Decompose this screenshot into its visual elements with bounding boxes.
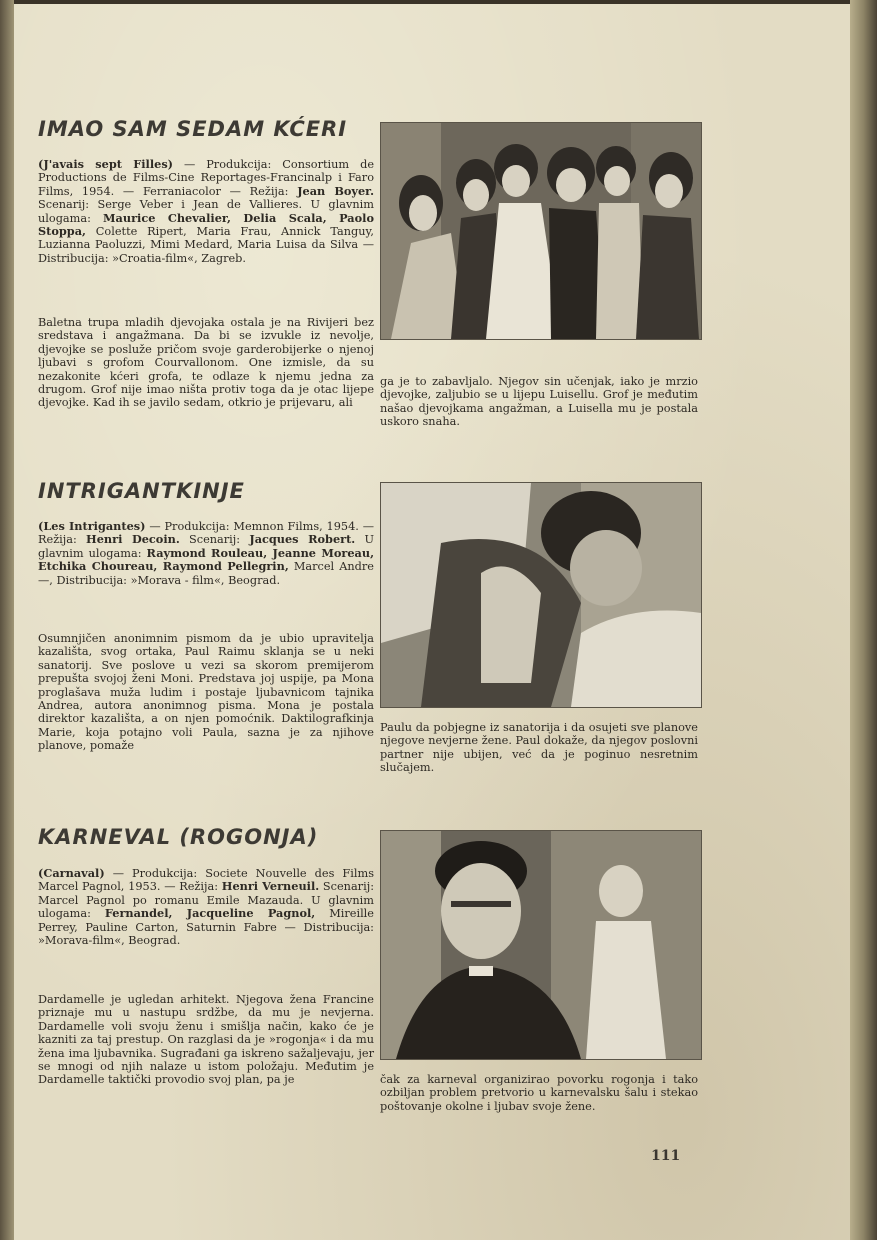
girls-group-photo-icon bbox=[381, 123, 701, 339]
film-title: INTRIGANTKINJE bbox=[38, 479, 245, 503]
credits-part: Scenarij: Serge Veber i Jean de Vallieres. U glavnim ulogama: bbox=[38, 198, 374, 225]
credits-part: Maurice Chevalier, Delia Scala, Paolo Stoppa, bbox=[38, 210, 374, 239]
book-spine-shadow bbox=[0, 0, 14, 1240]
film-still-photo bbox=[380, 830, 702, 1060]
film-title: KARNEVAL (ROGONJA) bbox=[38, 825, 319, 849]
credits-part: Scenarij: Marcel Pagnol po romanu Emile Mazauda. U glavnim ulogama: bbox=[38, 880, 375, 921]
credits-part: Marcel Andre —, Distribucija: »Morava - film«, Beograd. bbox=[38, 560, 374, 587]
film-synopsis-continued: ga je to zabavljalo. Njegov sin učenjak, iako je mrzio djevojke, zaljubio se u lijepu Luisellu. Grof je međutim našao djevojkama angažman, a Luisella mu je postala uskoro snaha. bbox=[380, 375, 698, 429]
credits-part: — Produkcija: Societe Nouvelle des Films Marcel Pagnol, 1953. — Režija: bbox=[38, 867, 374, 894]
page-edge bbox=[850, 0, 877, 1240]
credits-part: Raymond Rouleau, Jeanne Moreau, Etchika Choureau, Raymond Pellegrin, bbox=[38, 545, 375, 574]
credits-part: Henri Decoin. bbox=[86, 532, 180, 547]
film-synopsis: Osumnjičen anonimnim pismom da je ubio upravitelja kazališta, svog ortaka, Paul Raimu sklanja se u neki sanatorij. Sve poslove u vezi sa skorom premijerom prepušta svojoj ženi Moni. Predstava joj uspije, pa Mona proglašava muža ludim i postaje ljubavnicom tajnika Andrea, autora anonimnog pisma. Mona je postala direktor kazališta, a on njen pomoćnik. Daktilografkinja Marie, koja potajno voli Paula, sazna je za njihove planove, pomaže bbox=[38, 632, 374, 753]
film-synopsis: Baletna trupa mladih djevojaka ostala je na Rivijeri bez sredstava i angažmana. Da bi se izvukle iz nevolje, djevojke se posluže pričom svoje garderobijerke o njenoj ljubavi s grofom Courvallonom. One izmisle, da su nezakonite kćeri grofa, te odlaze k njemu jedna za drugom. Grof nije imao ništa protiv toga da je otac lijepe djevojke. Kad ih se javilo sedam, otkrio je prijevaru, ali bbox=[38, 316, 374, 410]
film-title: IMAO SAM SEDAM KĆERI bbox=[38, 117, 348, 141]
film-credits bbox=[38, 867, 374, 947]
credits-part: Colette Ripert, Maria Frau, Annick Tanguy, Luzianna Paoluzzi, Mimi Medard, Maria Luisa da Silva — Distribucija: »Croatia-film«, Zagreb. bbox=[38, 225, 374, 265]
film-synopsis-continued: čak za karneval organizirao povorku rogonja i tako ozbiljan problem pretvorio u karnevalsku šalu i stekao poštovanje okolne i ljubav svoje žene. bbox=[380, 1073, 698, 1113]
credits-part: (Carnaval) bbox=[38, 866, 105, 880]
credits-part: (Les Intrigantes) bbox=[38, 519, 146, 533]
credits-part: Fernandel, Jacqueline Pagnol, bbox=[104, 906, 316, 921]
credits-part: Jacques Robert. bbox=[249, 532, 356, 547]
credits-part: Mireille Perrey, Pauline Carton, Saturnin Fabre — Distribucija: »Morava-film«, Beograd. bbox=[38, 907, 374, 948]
credits-part: Scenarij: bbox=[179, 533, 250, 547]
film-credits bbox=[38, 158, 374, 265]
credits-part: Henri Verneuil. bbox=[221, 879, 320, 894]
embracing-couple-photo-icon bbox=[381, 483, 701, 707]
page-number: 111 bbox=[651, 1148, 681, 1164]
film-still-photo bbox=[380, 122, 702, 340]
credits-part: — Produkcija: Memnon Films, 1954. — Režija: bbox=[38, 520, 374, 547]
film-synopsis-continued: Paulu da pobjegne iz sanatorija i da osujeti sve planove njegove nevjerne žene. Paul dokaže, da njegov poslovni partner nije ubijen, već da je poginuo nesretnim slučajem. bbox=[380, 721, 698, 775]
credits-part: Jean Boyer. bbox=[297, 183, 375, 198]
film-still-photo bbox=[380, 482, 702, 708]
film-credits bbox=[38, 520, 374, 587]
man-portrait-photo-icon bbox=[381, 831, 701, 1059]
credits-part: U glavnim ulogama: bbox=[38, 533, 374, 560]
credits-part: (J'avais sept Filles) bbox=[38, 157, 174, 171]
film-synopsis: Dardamelle je ugledan arhitekt. Njegova žena Francine priznaje mu u nastupu srdžbe, da mu je nevjerna. Dardamelle voli svoju ženu i smišlja način, kako će je kazniti za taj prestup. On razglasi da je »rogonja« i da mu žena ima ljubavnika. Sugrađani ga iskreno sažaljevaju, jer se mnogi od njih nalaze u istom položaju. Međutim je Dardamelle taktički provodio svoj plan, pa je bbox=[38, 993, 374, 1087]
credits-part: — Produkcija: Consortium de Productions de Films-Cine Reportages-Francinalp i Faro Films, 1954. — Ferraniacolor — Režija: bbox=[38, 158, 375, 198]
